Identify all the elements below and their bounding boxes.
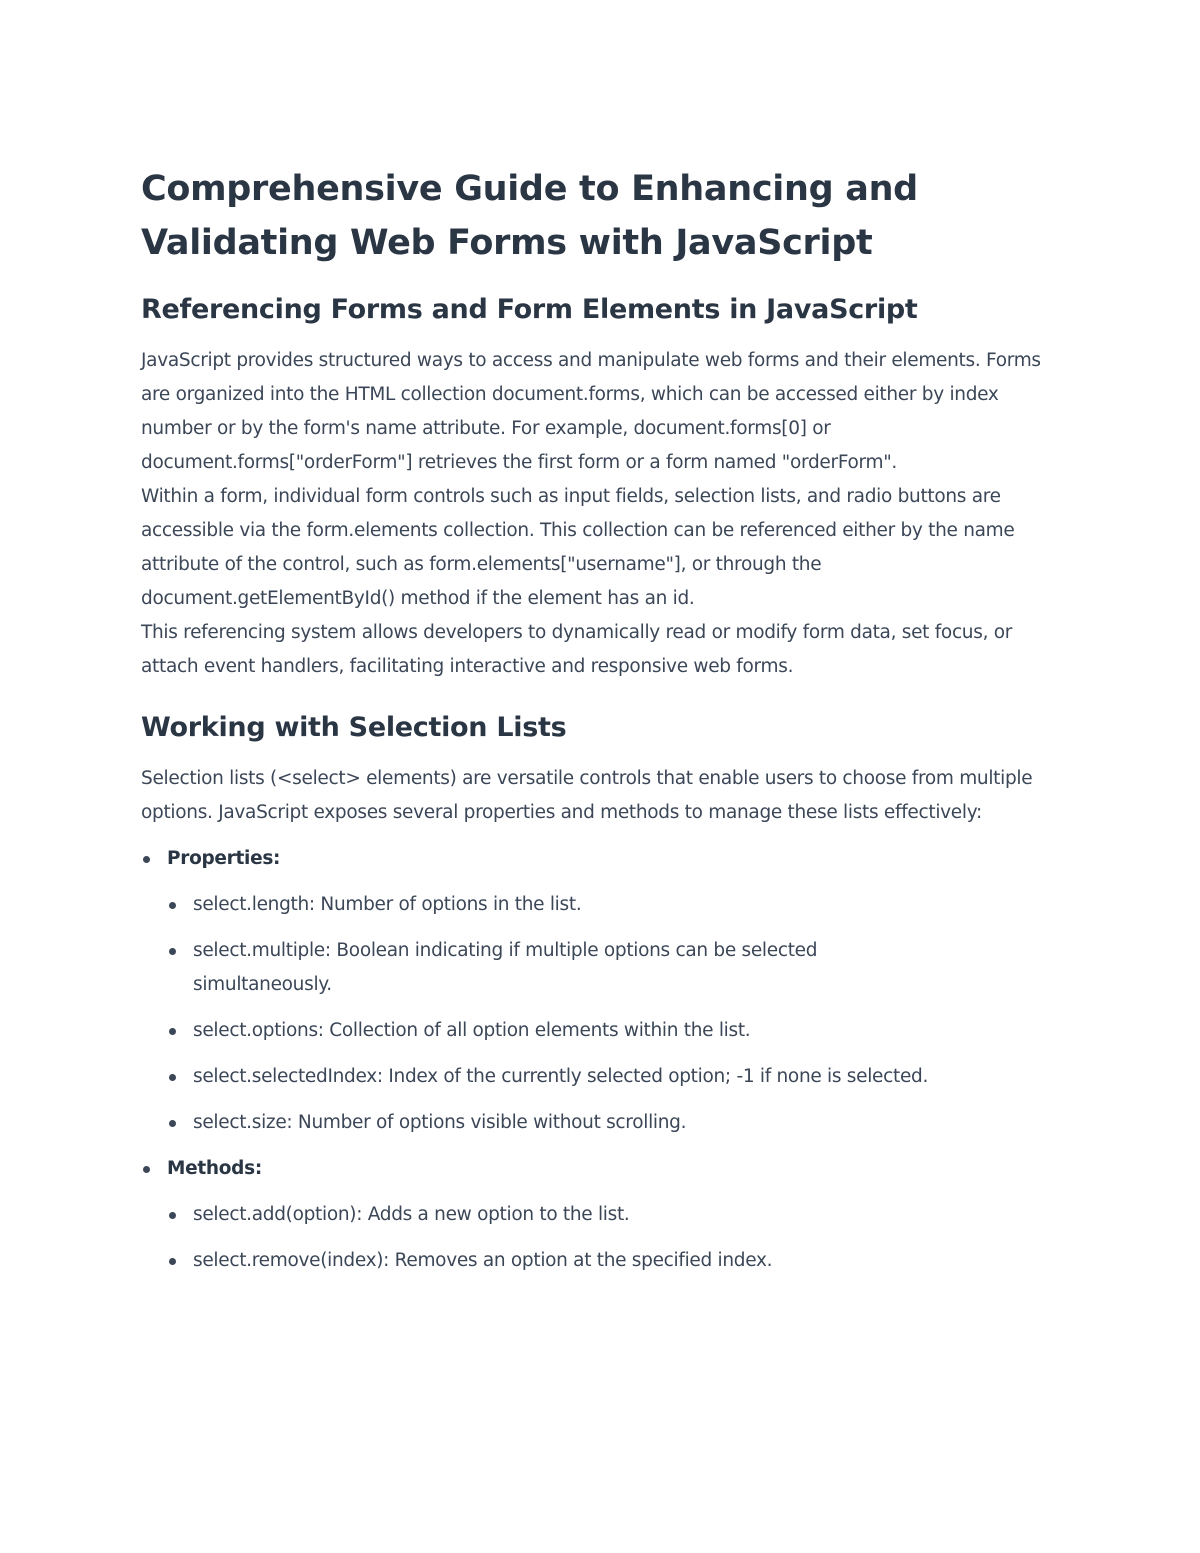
list-item <box>167 1014 1066 1048</box>
document-page <box>141 162 1066 1290</box>
section-heading-referencing: Referencing Forms and Form Elements in JavaScript <box>141 294 918 325</box>
list-item <box>167 1198 1066 1232</box>
list-item <box>167 888 1066 922</box>
bullet-icon <box>143 1166 150 1173</box>
bullet-icon <box>169 1074 176 1081</box>
list-item-text: select.add(option): Adds a new option to the list. <box>193 1204 630 1225</box>
bullet-icon <box>169 1212 176 1219</box>
bullet-list <box>141 842 1066 1278</box>
list-item-text: select.options: Collection of all option elements within the list. <box>193 1020 751 1041</box>
list-item-methods <box>141 1152 1066 1278</box>
bullet-icon <box>169 1028 176 1035</box>
list-item <box>167 1060 1066 1094</box>
list-item-text: select.length: Number of options in the list. <box>193 894 582 915</box>
paragraph: JavaScript provides structured ways to access and manipulate web forms and their elements. Forms are organized into the HTML collection document.forms, which can be accessed either by index number or by the form's name attribute. For example, document.forms[0] or document.forms["orderForm"] retrieves the first form or a form named "orderForm". <box>141 350 1041 473</box>
section-heading-selection-lists: Working with Selection Lists <box>141 712 567 743</box>
section-body-selection-lists <box>141 762 1066 1278</box>
nested-list <box>167 888 1066 1140</box>
bullet-icon <box>169 1258 176 1265</box>
list-label: Properties: <box>167 848 281 869</box>
list-item <box>167 1244 1066 1278</box>
paragraph: Within a form, individual form controls such as input fields, selection lists, and radio buttons are accessible via the form.elements collection. This collection can be referenced either by the name attribute of the control, such as form.elements["username"], or through the document.getElementById() method if the element has an id. <box>141 486 1015 609</box>
list-item-text: select.size: Number of options visible without scrolling. <box>193 1112 687 1133</box>
list-label: Methods: <box>167 1158 262 1179</box>
list-item-properties <box>141 842 1066 1140</box>
section-body-referencing <box>141 344 1066 684</box>
paragraph: This referencing system allows developers to dynamically read or modify form data, set focus, or attach event handlers, facilitating interactive and responsive web forms. <box>141 622 1013 677</box>
nested-list <box>167 1198 1066 1278</box>
list-item <box>167 1106 1066 1140</box>
bullet-icon <box>169 902 176 909</box>
paragraph: Selection lists (<select> elements) are versatile controls that enable users to choose from multiple options. JavaScript exposes several properties and methods to manage these lists effectively: <box>141 768 1033 823</box>
list-item-text: select.multiple: Boolean indicating if multiple options can be selected simultaneously. <box>193 940 818 995</box>
list-item-text: select.selectedIndex: Index of the currently selected option; -1 if none is selected. <box>193 1066 929 1087</box>
bullet-icon <box>143 856 150 863</box>
document-title: Comprehensive Guide to Enhancing and Validating Web Forms with JavaScript <box>141 169 918 263</box>
list-item <box>167 934 1066 1002</box>
bullet-icon <box>169 948 176 955</box>
list-item-text: select.remove(index): Removes an option at the specified index. <box>193 1250 773 1271</box>
bullet-icon <box>169 1120 176 1127</box>
